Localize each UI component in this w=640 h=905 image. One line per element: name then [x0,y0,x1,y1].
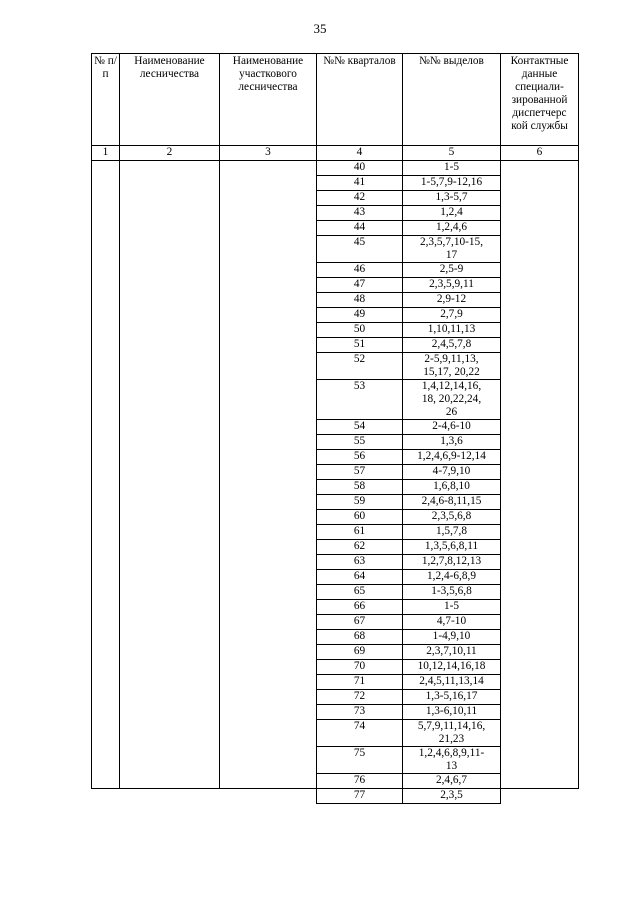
header-sections [403,54,501,146]
column-number: 5 [403,146,501,161]
empty-number-cell [92,789,120,804]
sections-cell: 2,3,5 [403,789,501,804]
sections-cell: 1-5 [403,600,501,615]
sections-cell: 4-7,9,10 [403,465,501,480]
sections-cell: 1,3,5,6,8,11 [403,540,501,555]
quarter-number-cell: 64 [317,570,403,585]
quarter-number-cell: 52 [317,353,403,380]
quarter-number-cell: 77 [317,789,403,804]
sections-cell: 2,4,6,7 [403,774,501,789]
page-number: 35 [313,21,327,36]
merged-number-cell [92,161,120,789]
table-row [92,161,579,176]
sections-cell: 2,3,5,6,8 [403,510,501,525]
quarter-number-cell: 43 [317,206,403,221]
merged-forestry-cell [120,161,220,789]
header-quarters [317,54,403,146]
quarter-number-cell: 45 [317,236,403,263]
quarter-number-cell: 71 [317,675,403,690]
table-row [92,789,579,804]
sections-cell: 5,7,9,11,14,16, 21,23 [403,720,501,747]
quarter-number-cell: 50 [317,323,403,338]
quarter-number-cell: 63 [317,555,403,570]
header-row [92,54,579,146]
quarter-number-cell: 51 [317,338,403,353]
sections-cell: 1,5,7,8 [403,525,501,540]
sections-cell: 1,2,4,6,9-12,14 [403,450,501,465]
quarter-number-cell: 47 [317,278,403,293]
sections-cell: 2,9-12 [403,293,501,308]
header-quarters-label: №№ кварталов [323,55,396,67]
sections-cell: 1-3,5,6,8 [403,585,501,600]
quarter-number-cell: 60 [317,510,403,525]
sections-cell: 2-4,6-10 [403,420,501,435]
quarter-number-cell: 66 [317,600,403,615]
sections-cell: 1,2,7,8,12,13 [403,555,501,570]
sections-cell: 10,12,14,16,18 [403,660,501,675]
sections-cell: 4,7-10 [403,615,501,630]
quarter-number-cell: 65 [317,585,403,600]
quarter-number-cell: 76 [317,774,403,789]
header-number [92,54,120,146]
empty-dispatch-contacts-cell [501,789,579,804]
column-number: 6 [501,146,579,161]
quarter-number-cell: 41 [317,176,403,191]
sections-cell: 1,4,12,14,16, 18, 20,22,24, 26 [403,380,501,420]
column-number: 3 [220,146,317,161]
header-district-forestry-label: Наименование участкового лесничества [232,55,304,93]
sections-cell: 1,3-5,16,17 [403,690,501,705]
quarter-number-cell: 61 [317,525,403,540]
quarter-number-cell: 73 [317,705,403,720]
empty-district-forestry-cell [220,789,317,804]
quarter-number-cell: 55 [317,435,403,450]
quarter-number-cell: 40 [317,161,403,176]
sections-cell: 1-5,7,9-12,16 [403,176,501,191]
table-body [92,161,579,804]
column-number-row [92,146,579,161]
quarter-number-cell: 67 [317,615,403,630]
quarter-number-cell: 54 [317,420,403,435]
header-sections-label: №№ выделов [419,55,484,67]
quarter-number-cell: 69 [317,645,403,660]
empty-forestry-cell [120,789,220,804]
quarter-number-cell: 74 [317,720,403,747]
sections-cell: 2,5-9 [403,263,501,278]
header-district-forestry [220,54,317,146]
sections-cell: 2,3,5,7,10-15, 17 [403,236,501,263]
quarter-number-cell: 49 [317,308,403,323]
header-number-label: № п/п [94,55,117,80]
sections-cell: 1,3-5,7 [403,191,501,206]
quarter-number-cell: 58 [317,480,403,495]
merged-dispatch-contacts-cell [501,161,579,789]
sections-cell: 1,10,11,13 [403,323,501,338]
sections-cell: 1-4,9,10 [403,630,501,645]
forest-quarters-table [91,53,579,804]
sections-cell: 2,4,5,7,8 [403,338,501,353]
column-number: 1 [92,146,120,161]
quarter-number-cell: 42 [317,191,403,206]
quarter-number-cell: 70 [317,660,403,675]
header-forestry-label: Наименование лесничества [134,55,205,80]
quarter-number-cell: 62 [317,540,403,555]
sections-cell: 2-5,9,11,13, 15,17, 20,22 [403,353,501,380]
quarter-number-cell: 56 [317,450,403,465]
column-number: 4 [317,146,403,161]
quarter-number-cell: 57 [317,465,403,480]
quarter-number-cell: 46 [317,263,403,278]
sections-cell: 1,2,4,6 [403,221,501,236]
sections-cell: 2,4,6-8,11,15 [403,495,501,510]
sections-cell: 2,3,7,10,11 [403,645,501,660]
sections-cell: 1,3,6 [403,435,501,450]
header-forestry [120,54,220,146]
merged-district-forestry-cell [220,161,317,789]
quarter-number-cell: 68 [317,630,403,645]
quarter-number-cell: 48 [317,293,403,308]
sections-cell: 2,7,9 [403,308,501,323]
header-dispatch-contacts-label: Контактные данные специали-зированной диспетчерс кой службы [510,55,569,132]
sections-cell: 1,2,4-6,8,9 [403,570,501,585]
header-dispatch-contacts [501,54,579,146]
sections-cell: 2,3,5,9,11 [403,278,501,293]
sections-cell: 1,2,4,6,8,9,11- 13 [403,747,501,774]
sections-cell: 1,6,8,10 [403,480,501,495]
column-number: 2 [120,146,220,161]
quarter-number-cell: 53 [317,380,403,420]
quarter-number-cell: 44 [317,221,403,236]
sections-cell: 1,2,4 [403,206,501,221]
sections-cell: 2,4,5,11,13,14 [403,675,501,690]
sections-cell: 1,3-6,10,11 [403,705,501,720]
sections-cell: 1-5 [403,161,501,176]
quarter-number-cell: 59 [317,495,403,510]
quarter-number-cell: 72 [317,690,403,705]
quarter-number-cell: 75 [317,747,403,774]
